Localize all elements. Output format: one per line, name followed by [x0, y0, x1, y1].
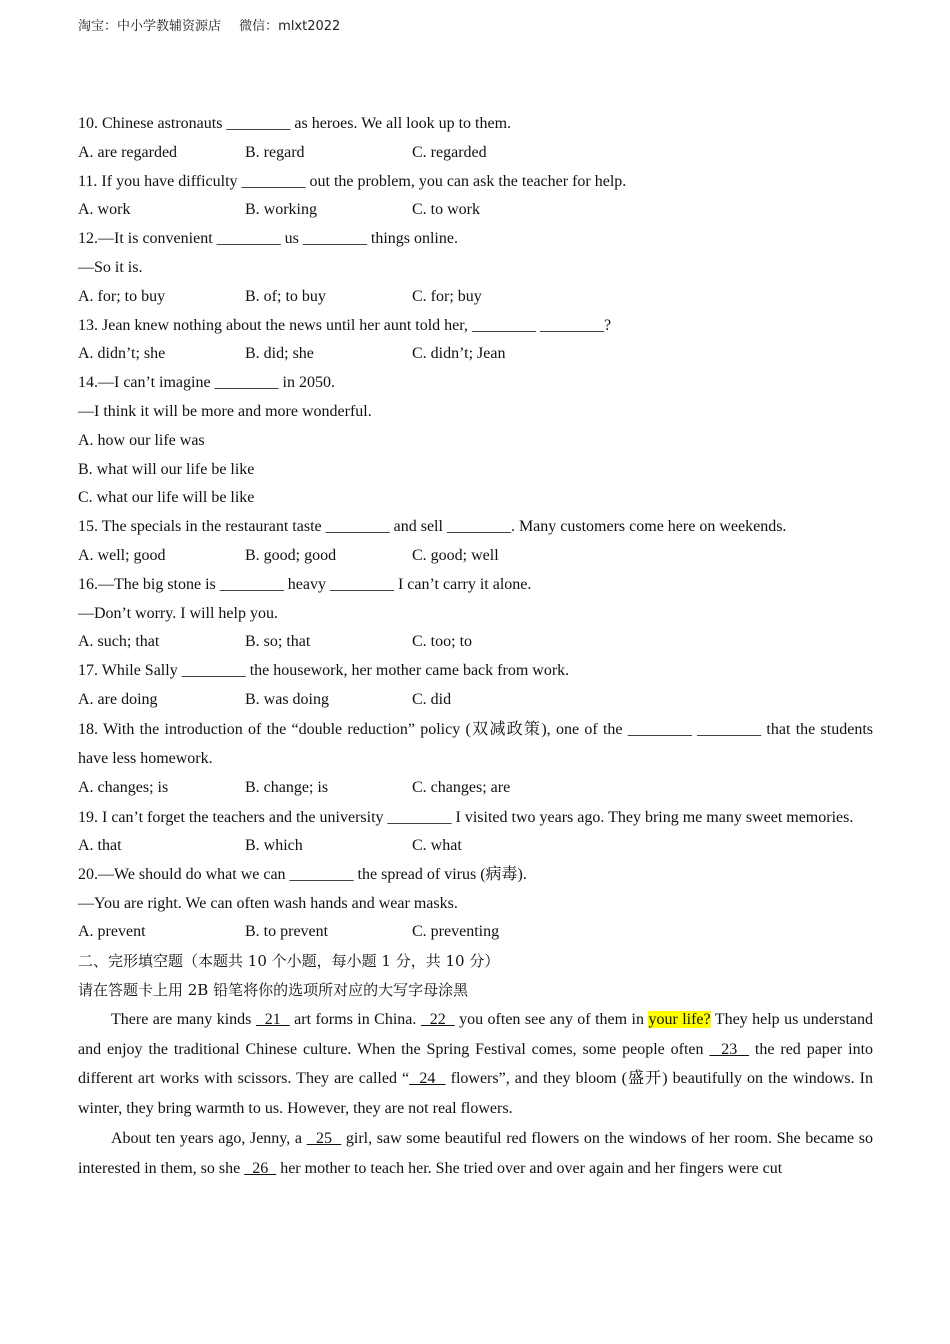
- passage-text: the red paper into different art works with scissors. They are called “: [78, 1040, 874, 1088]
- passage-paragraph-2: [78, 1124, 873, 1184]
- question-17: [78, 657, 873, 715]
- passage-text: About ten years ago, Jenny, a: [111, 1130, 307, 1147]
- option-b: B. regard: [245, 143, 305, 161]
- question-stem: 13. Jean knew nothing about the news until her aunt told her, ________ ________?: [78, 316, 612, 334]
- option-b: B. so; that: [245, 633, 311, 651]
- question-reply: —Don’t worry. I will help you.: [78, 604, 278, 622]
- question-stem: 17. While Sally ________ the housework, her mother came back from work.: [78, 662, 570, 680]
- options-row: [78, 918, 873, 947]
- question-stem: 12.—It is convenient ________ us ________ things online.: [78, 230, 458, 248]
- blank-26: 26: [244, 1159, 277, 1177]
- option-c: C. to work: [412, 201, 480, 219]
- option-c: C. too; to: [412, 633, 473, 651]
- highlighted-text: your life?: [648, 1010, 711, 1028]
- section-instruction: 请在答题卡上用 2B 铅笔将你的选项所对应的大写字母涂黑: [78, 981, 469, 1000]
- passage-text: They help us understand and enjoy the traditional Chinese culture. When the Spring Festival comes, some people often: [78, 1010, 874, 1058]
- options-row: [78, 542, 873, 571]
- question-10: [78, 110, 873, 168]
- option-c: C. changes; are: [412, 778, 511, 796]
- options-row: [78, 774, 873, 803]
- options-row: [78, 340, 873, 369]
- passage-text: girl, saw some beautiful red flowers on the windows of her room. She became so interested in them, so she: [78, 1130, 874, 1177]
- question-20: [78, 861, 873, 947]
- option-a: A. are doing: [78, 690, 158, 708]
- blank-24: 24: [409, 1070, 446, 1088]
- option-c: C. regarded: [412, 143, 487, 161]
- option-c: C. good; well: [412, 546, 499, 564]
- option-c: C. preventing: [412, 923, 500, 941]
- option-b: B. what will our life be like: [78, 460, 255, 478]
- question-stem: 18. With the introduction of the “double reduction” policy (双减政策), one of the ________ ________ that the students have less homework.: [78, 720, 873, 768]
- option-c: C. didn’t; Jean: [412, 345, 506, 363]
- blank-25: 25: [306, 1130, 342, 1147]
- question-16: [78, 571, 873, 657]
- options-row: [78, 686, 873, 715]
- blank-21: 21: [255, 1010, 290, 1028]
- option-a: A. such; that: [78, 633, 160, 651]
- question-stem: 16.—The big stone is ________ heavy ________ I can’t carry it alone.: [78, 575, 532, 593]
- question-stem: 11. If you have difficulty ________ out the problem, you can ask the teacher for help.: [78, 172, 627, 190]
- question-reply: —So it is.: [78, 258, 143, 276]
- wechat-id: 微信：mlxt2022: [239, 19, 341, 34]
- option-a: A. that: [78, 837, 122, 855]
- section-title: 二、完形填空题（本题共 10 个小题，每小题 1 分，共 10 分）: [78, 952, 500, 971]
- option-b: B. was doing: [245, 690, 329, 708]
- options-row: [78, 196, 873, 225]
- question-stem: 20.—We should do what we can ________ the spread of virus (病毒).: [78, 865, 527, 883]
- question-18: [78, 715, 873, 803]
- question-12: [78, 225, 873, 311]
- passage-text: art forms in China.: [289, 1010, 421, 1028]
- option-a: A. how our life was: [78, 431, 205, 449]
- question-11: [78, 168, 873, 226]
- passage-text: There are many kinds: [111, 1010, 256, 1028]
- question-reply: —I think it will be more and more wonderful.: [78, 402, 372, 420]
- option-b: B. did; she: [245, 345, 314, 363]
- option-a: A. are regarded: [78, 143, 178, 161]
- question-14: [78, 369, 873, 513]
- blank-23: 23: [709, 1040, 750, 1058]
- option-a: A. for; to buy: [78, 287, 166, 305]
- options-row: [78, 832, 873, 861]
- passage-text: you often see any of them in: [454, 1010, 649, 1028]
- option-c: C. for; buy: [412, 287, 482, 305]
- option-b: B. good; good: [245, 546, 337, 564]
- options-row: [78, 283, 873, 312]
- option-a: A. well; good: [78, 546, 166, 564]
- page-header: [78, 15, 340, 34]
- shop-name: 淘宝：中小学教辅资源店: [78, 19, 222, 34]
- option-b: B. which: [245, 837, 303, 855]
- option-a: A. didn’t; she: [78, 345, 166, 363]
- option-a: A. prevent: [78, 923, 146, 941]
- passage-text: flowers”, and they bloom (盛开) beautifully on the windows. In winter, they bring warmth to us. However, they are not real flowers.: [78, 1070, 873, 1118]
- option-c: C. what our life will be like: [78, 489, 255, 507]
- question-stem: 19. I can’t forget the teachers and the university ________ I visited two years ago. They bring me many sweet memories.: [78, 808, 854, 826]
- question-stem: 15. The specials in the restaurant taste ________ and sell ________. Many customers come here on weekends.: [78, 518, 787, 536]
- option-b: B. working: [245, 201, 317, 219]
- options-row: [78, 628, 873, 657]
- option-b: B. to prevent: [245, 923, 329, 941]
- options-row: [78, 139, 873, 168]
- blank-22: 22: [420, 1010, 455, 1028]
- option-c: C. did: [412, 690, 452, 708]
- question-reply: —You are right. We can often wash hands and wear masks.: [78, 894, 458, 912]
- question-stem: 14.—I can’t imagine ________ in 2050.: [78, 374, 335, 392]
- question-stem: 10. Chinese astronauts ________ as heroes. We all look up to them.: [78, 115, 512, 132]
- option-a: A. changes; is: [78, 778, 169, 796]
- option-c: C. what: [412, 837, 462, 855]
- document-body: [78, 110, 873, 1184]
- question-15: [78, 513, 873, 571]
- option-b: B. of; to buy: [245, 287, 326, 305]
- passage-paragraph-1: [78, 1005, 873, 1124]
- question-13: [78, 312, 873, 370]
- passage-text: her mother to teach her. She tried over and over again and her fingers were cut: [276, 1159, 783, 1177]
- option-a: A. work: [78, 201, 131, 219]
- question-19: [78, 803, 873, 861]
- option-b: B. change; is: [245, 778, 329, 796]
